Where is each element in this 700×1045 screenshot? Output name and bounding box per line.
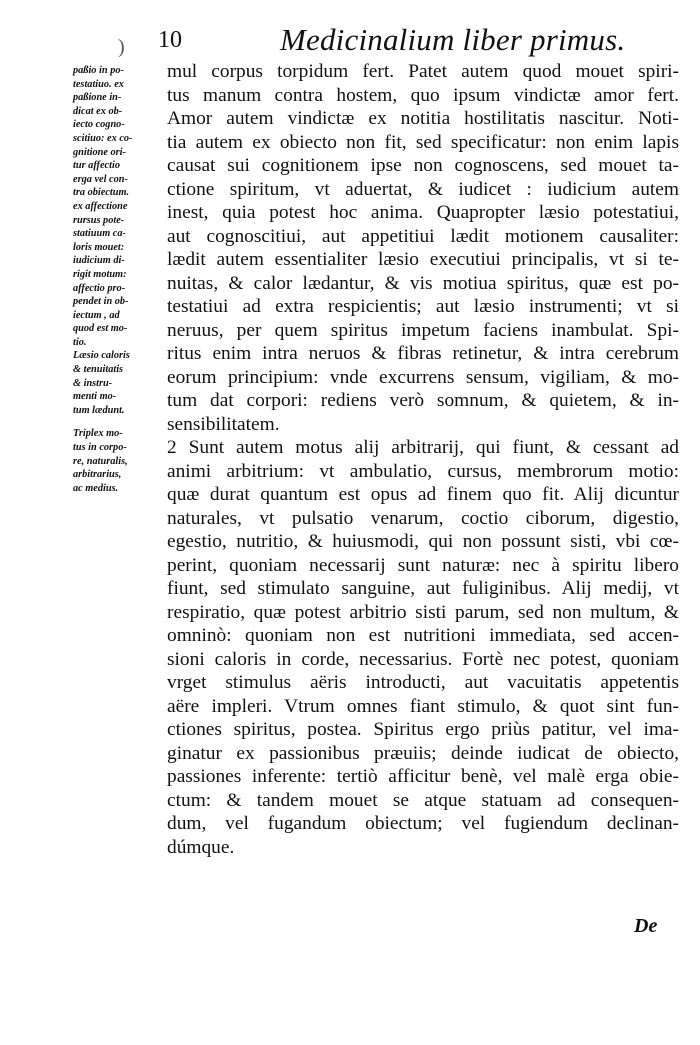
text-line: animi arbitrium: vt ambulatio, cursus, membrorum motio: — [167, 460, 679, 482]
running-head: Medicinalium liber primus. — [280, 22, 626, 57]
margin-note-line: dicat ex ob- — [73, 105, 123, 117]
text-line: mul corpus torpidum fert. Patet autem quod mouet spiri- — [167, 61, 679, 82]
margin-note-line: testatiuo. ex — [73, 78, 124, 90]
text-line: ctum: & tandem mouet se atque statuam ad consequen- — [167, 789, 679, 811]
text-line: neruus, per quem spiritus impetum faciens inambulat. Spi- — [167, 319, 679, 341]
text-line: 2 Sunt autem motus alij arbitrarij, qui fiunt, & cessant ad — [167, 437, 679, 458]
margin-note-line: menti mo- — [73, 391, 117, 403]
margin-note-line: iectum , ad — [73, 309, 120, 321]
text-line: ctione spiritum, vt aduertat, & iudicet : iudicium autem — [167, 178, 679, 200]
page-edge-mark: ) — [118, 36, 125, 58]
text-line: lædit autem essentialiter læsio executiui principalis, vt si te- — [167, 249, 679, 270]
text-line: respiratio, quæ potest arbitrio sisti parum, sed non multum, & — [167, 601, 679, 623]
text-line: dum, vel fugandum obiectum; vel fugiendum declinan- — [167, 813, 679, 834]
margin-note-line: iecto cogno- — [73, 119, 125, 131]
margin-note-line: tio. — [73, 336, 87, 348]
text-line: tum dat corpori: rediens verò somnum, & quietem, & in- — [167, 390, 679, 411]
margin-note-line: & instru- — [73, 377, 113, 389]
margin-note-line: tra obiectum. — [73, 187, 130, 199]
margin-note-line: re, naturalis, — [73, 455, 128, 467]
text-line: quæ durat quantum est opus ad finem quo fit. Alij dicuntur — [167, 484, 679, 505]
margin-note-line: paßio in po- — [73, 65, 124, 76]
margin-note-line: scitiuo: ex co- — [73, 132, 133, 144]
text-line: causat sui cognitionem ipse non cognoscens, sed mouet ta- — [167, 155, 679, 176]
text-line: egestio, nutritio, & huiusmodi, qui non possunt sisti, vbi cœ- — [167, 531, 679, 552]
text-line: ritus enim intra neruos & fibras retinetur, & intra cerebrum — [167, 343, 679, 364]
text-line: testatiui ad extra respicientis; aut læsio instrumenti; vt si — [167, 296, 679, 317]
margin-note-line: statiuum ca- — [73, 228, 126, 240]
margin-note-line: ac medius. — [73, 482, 119, 494]
text-line: passiones inferente: tertiò afficitur benè, vel malè erga obie- — [167, 766, 679, 787]
margin-note-line: tus in corpo- — [73, 442, 127, 454]
text-line: naturales, vt pulsatio venarum, coctio ciborum, digestio, — [167, 507, 679, 529]
text-line: Amor autem vindictæ ex notitia hostilitatis nascitur. Noti- — [167, 108, 679, 129]
margin-note-gap — [73, 417, 165, 427]
margin-note-line: Læsio caloris — [73, 350, 130, 362]
text-line: vrget stimulus aëris introducti, aut vacuitatis appetentis — [167, 672, 679, 693]
text-line: omninò: quoniam non est nutritioni immediata, sed accen- — [167, 625, 679, 646]
margin-note-line: arbitrarius, — [73, 469, 122, 481]
margin-note-line: gnitione ori- — [73, 146, 126, 158]
text-line: dúmque. — [167, 836, 235, 858]
text-line: ctiones spiritus, postea. Spiritus ergo priùs patitur, vel ima- — [167, 719, 679, 740]
text-line: nuitas, & calor lædantur, & vis motiua spiritus, quæ est po- — [167, 272, 679, 294]
page-number: 10 — [158, 27, 182, 53]
margin-note-line: Triplex mo- — [73, 428, 123, 440]
margin-note-line: ex affectione — [73, 200, 128, 212]
margin-note-line: & tenuitatis — [73, 364, 124, 376]
margin-note-line: quod est mo- — [73, 323, 128, 335]
text-line: perint, quoniam necessarij sunt naturæ: nec à spiritu libero — [167, 554, 679, 576]
text-line: fiunt, sed stimulato sanguine, aut fuliginibus. Alij medij, vt — [167, 578, 679, 599]
margin-note-line: paßione in- — [73, 92, 122, 104]
margin-note-line: tum lædunt. — [73, 404, 125, 416]
margin-note-line: tur affectio — [73, 160, 120, 172]
text-line: sensibilitatem. — [167, 413, 280, 435]
margin-note-line: rigit motum: — [73, 268, 127, 280]
margin-note-line: loris mouet: — [73, 241, 125, 253]
text-line: tus manum contra hostem, quo ipsum vindictæ amor fert. — [167, 84, 679, 106]
marginal-notes — [73, 64, 165, 495]
margin-note-line: erga vel con- — [73, 173, 128, 185]
catchword: De — [634, 915, 658, 937]
text-line: aut cognoscitiui, aut appetitiui lædit motionem causaliter: — [167, 225, 679, 247]
margin-note-line: rursus pote- — [73, 214, 125, 226]
margin-note-line: affectio pro- — [73, 282, 126, 294]
text-line: tia autem ex obiecto non fit, sed specificatur: non enim lapis — [167, 131, 679, 153]
margin-note-line: pendet in ob- — [73, 296, 129, 308]
text-line: inest, quia potest hoc anima. Quapropter læsio potestatiui, — [167, 202, 679, 223]
text-line: sioni caloris in corde, necessarius. Fortè nec potest, quoniam — [167, 648, 679, 670]
text-line: aëre impleri. Vtrum omnes fiant stimulo, & quot sint fun- — [167, 695, 679, 717]
main-text-block — [167, 60, 679, 859]
margin-note-line: iudicium di- — [73, 255, 125, 267]
text-line: eorum principium: vnde excurrens sensum, vigiliam, & mo- — [167, 366, 679, 388]
text-line: ginatur ex passionibus præuiis; deinde iudicat de obiecto, — [167, 742, 679, 764]
